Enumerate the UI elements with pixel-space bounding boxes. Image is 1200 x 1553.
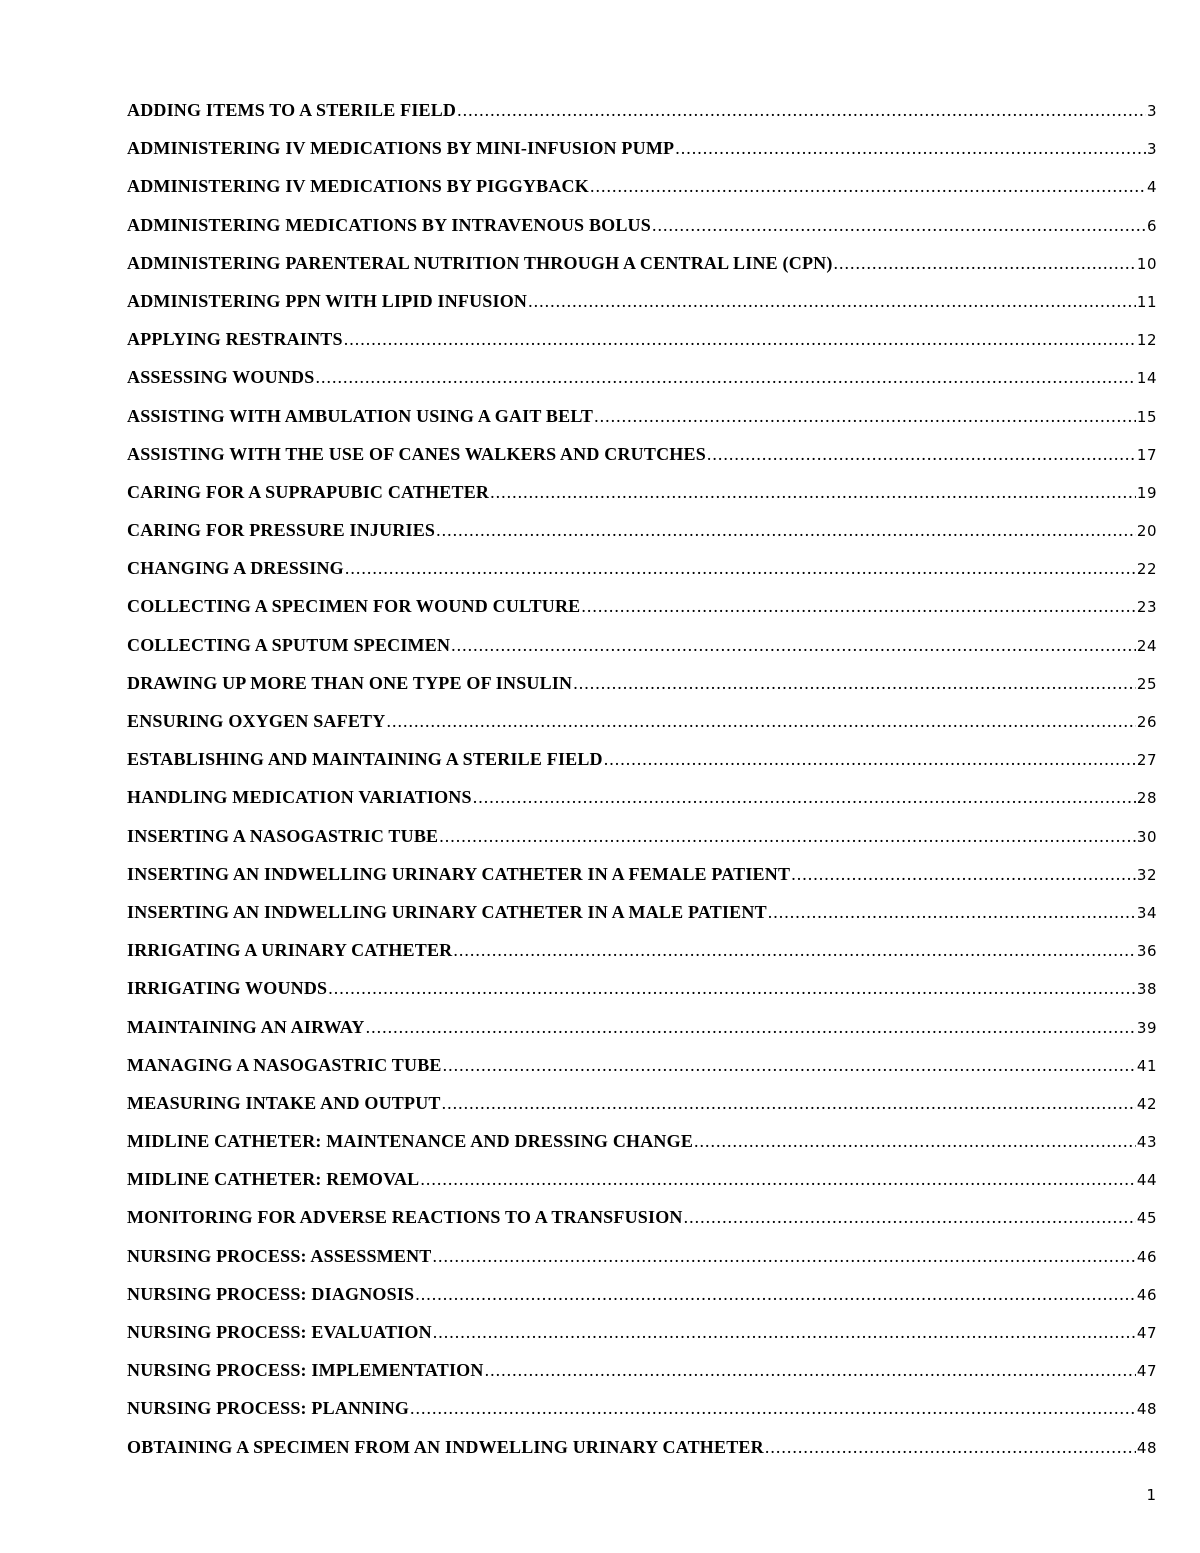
toc-entry[interactable] (127, 482, 1157, 520)
toc-dot-leader (490, 482, 1136, 503)
toc-entry-title[interactable]: CARING FOR A SUPRAPUBIC CATHETER (127, 481, 490, 502)
toc-entry-title[interactable]: ADMINISTERING PPN WITH LIPID INFUSION (127, 290, 528, 311)
toc-entry[interactable] (127, 1131, 1157, 1169)
page-number: 1 (1146, 1486, 1156, 1504)
toc-entry-title[interactable]: MAINTAINING AN AIRWAY (127, 1016, 365, 1037)
toc-entry-title[interactable]: INSERTING AN INDWELLING URINARY CATHETER IN A FEMALE PATIENT (127, 863, 791, 884)
toc-entry-title[interactable]: NURSING PROCESS: PLANNING (127, 1398, 410, 1419)
toc-entry-title[interactable]: NURSING PROCESS: IMPLEMENTATION (127, 1360, 484, 1381)
toc-dot-leader (694, 1131, 1136, 1152)
toc-entry-page-number[interactable]: 3 (1146, 140, 1157, 159)
toc-entry-title[interactable]: MONITORING FOR ADVERSE REACTIONS TO A TRANSFUSION (127, 1207, 683, 1228)
toc-dot-leader (684, 1207, 1136, 1228)
toc-dot-leader (415, 1284, 1136, 1305)
toc-entry-title[interactable]: COLLECTING A SPUTUM SPECIMEN (127, 634, 451, 655)
toc-entry-page-number[interactable]: 47 (1136, 1362, 1157, 1381)
toc-entry[interactable] (127, 367, 1157, 405)
toc-entry-title[interactable]: OBTAINING A SPECIMEN FROM AN INDWELLING URINARY CATHETER (127, 1436, 764, 1457)
toc-entry-title[interactable]: IRRIGATING WOUNDS (127, 978, 328, 999)
toc-entry-page-number[interactable]: 41 (1136, 1056, 1157, 1075)
toc-dot-leader (594, 406, 1136, 427)
toc-entry-page-number[interactable]: 14 (1136, 369, 1157, 388)
toc-entry-title[interactable]: CARING FOR PRESSURE INJURIES (127, 520, 436, 541)
toc-dot-leader (485, 1360, 1136, 1381)
toc-entry[interactable] (127, 329, 1157, 367)
toc-entry-title[interactable]: ADDING ITEMS TO A STERILE FIELD (127, 100, 457, 120)
toc-entry[interactable] (127, 444, 1157, 482)
table-of-contents (127, 100, 1157, 1475)
toc-entry-title[interactable]: ASSISTING WITH THE USE OF CANES WALKERS AND CRUTCHES (127, 443, 706, 464)
toc-dot-leader (791, 864, 1136, 885)
toc-entry-page-number[interactable]: 48 (1136, 1438, 1157, 1457)
toc-dot-leader (457, 100, 1146, 121)
toc-entry-page-number[interactable]: 30 (1136, 827, 1157, 846)
toc-dot-leader (707, 444, 1136, 465)
toc-entry[interactable] (127, 406, 1157, 444)
toc-dot-leader (443, 1055, 1136, 1076)
toc-entry-page-number[interactable]: 47 (1136, 1324, 1157, 1342)
toc-entry[interactable] (127, 100, 1157, 138)
toc-entry[interactable] (127, 1284, 1157, 1322)
toc-entry[interactable] (127, 635, 1157, 673)
toc-entry-title[interactable]: IRRIGATING A URINARY CATHETER (127, 940, 453, 961)
toc-entry-page-number[interactable]: 42 (1136, 1094, 1157, 1113)
toc-dot-leader (328, 978, 1136, 999)
toc-entry-title[interactable]: MIDLINE CATHETER: MAINTENANCE AND DRESSING CHANGE (127, 1131, 694, 1152)
toc-dot-leader (453, 940, 1136, 961)
toc-dot-leader (590, 176, 1146, 197)
toc-entry-page-number[interactable]: 3 (1146, 102, 1157, 120)
toc-entry[interactable] (127, 711, 1157, 749)
toc-entry-title[interactable]: ASSESSING WOUNDS (127, 367, 315, 388)
toc-entry[interactable] (127, 902, 1157, 940)
toc-entry-page-number[interactable]: 38 (1136, 980, 1157, 999)
toc-entry[interactable] (127, 1437, 1157, 1475)
toc-entry-title[interactable]: NURSING PROCESS: DIAGNOSIS (127, 1283, 415, 1304)
toc-entry-page-number[interactable]: 10 (1136, 254, 1157, 273)
toc-entry[interactable] (127, 253, 1157, 291)
toc-entry-page-number[interactable]: 27 (1136, 751, 1157, 770)
toc-entry[interactable] (127, 1055, 1157, 1093)
toc-dot-leader (581, 596, 1136, 617)
toc-entry-title[interactable]: MANAGING A NASOGASTRIC TUBE (127, 1054, 442, 1075)
toc-dot-leader (652, 215, 1146, 236)
toc-entry[interactable] (127, 1017, 1157, 1055)
toc-entry[interactable] (127, 291, 1157, 329)
toc-entry-page-number[interactable]: 26 (1136, 713, 1157, 731)
toc-entry[interactable] (127, 826, 1157, 864)
toc-entry-page-number[interactable]: 4 (1146, 178, 1157, 197)
toc-entry-page-number[interactable]: 22 (1136, 560, 1157, 579)
toc-entry-title[interactable]: COLLECTING A SPECIMEN FOR WOUND CULTURE (127, 596, 581, 617)
toc-dot-leader (439, 826, 1136, 847)
toc-entry-page-number[interactable]: 28 (1136, 789, 1157, 808)
toc-entry-title[interactable]: ADMINISTERING IV MEDICATIONS BY MINI-INFUSION PUMP (127, 138, 675, 159)
toc-entry-title[interactable]: CHANGING A DRESSING (127, 558, 344, 579)
toc-entry[interactable] (127, 673, 1157, 711)
toc-entry-title[interactable]: NURSING PROCESS: EVALUATION (127, 1322, 432, 1342)
toc-entry[interactable] (127, 1398, 1157, 1436)
toc-entry-title[interactable]: MEASURING INTAKE AND OUTPUT (127, 1092, 441, 1113)
toc-dot-leader (433, 1322, 1136, 1343)
toc-entry-page-number[interactable]: 25 (1136, 674, 1157, 693)
toc-entry[interactable] (127, 1207, 1157, 1245)
toc-dot-leader (345, 558, 1136, 579)
toc-entry-page-number[interactable]: 11 (1136, 292, 1157, 311)
toc-dot-leader (442, 1093, 1136, 1114)
toc-entry[interactable] (127, 215, 1157, 253)
toc-entry-title[interactable]: ESTABLISHING AND MAINTAINING A STERILE FIELD (127, 749, 603, 770)
toc-entry-title[interactable]: ADMINISTERING IV MEDICATIONS BY PIGGYBACK (127, 176, 589, 197)
toc-entry[interactable] (127, 940, 1157, 978)
toc-dot-leader (432, 1246, 1135, 1267)
toc-entry[interactable] (127, 138, 1157, 176)
toc-entry[interactable] (127, 520, 1157, 558)
toc-entry[interactable] (127, 1246, 1157, 1284)
toc-dot-leader (834, 253, 1136, 274)
toc-entry-page-number[interactable]: 15 (1136, 407, 1157, 426)
toc-entry-title[interactable]: INSERTING AN INDWELLING URINARY CATHETER IN A MALE PATIENT (127, 901, 767, 922)
toc-entry-page-number[interactable]: 45 (1136, 1209, 1157, 1228)
toc-entry[interactable] (127, 1322, 1157, 1360)
toc-entry[interactable] (127, 558, 1157, 596)
toc-entry-title[interactable]: APPLYING RESTRAINTS (127, 329, 343, 350)
toc-dot-leader (410, 1398, 1136, 1419)
toc-entry-title[interactable]: ADMINISTERING PARENTERAL NUTRITION THROUGH A CENTRAL LINE (CPN) (127, 252, 833, 273)
toc-entry-page-number[interactable]: 36 (1136, 942, 1157, 961)
toc-dot-leader (386, 711, 1135, 732)
toc-entry-page-number[interactable]: 12 (1136, 331, 1157, 350)
toc-entry-page-number[interactable]: 23 (1136, 598, 1157, 617)
toc-entry-title[interactable]: HANDLING MEDICATION VARIATIONS (127, 787, 472, 808)
toc-entry-page-number[interactable]: 19 (1136, 483, 1157, 502)
toc-entry-page-number[interactable]: 34 (1136, 903, 1157, 922)
toc-entry-page-number[interactable]: 46 (1136, 1247, 1157, 1266)
toc-dot-leader (473, 787, 1136, 808)
toc-dot-leader (451, 635, 1136, 656)
toc-entry-page-number[interactable]: 44 (1136, 1171, 1157, 1190)
toc-entry-page-number[interactable]: 48 (1136, 1400, 1157, 1419)
toc-dot-leader (573, 673, 1136, 694)
toc-entry-page-number[interactable]: 6 (1146, 216, 1157, 235)
toc-entry-title[interactable]: INSERTING A NASOGASTRIC TUBE (127, 825, 439, 846)
toc-entry-title[interactable]: ASSISTING WITH AMBULATION USING A GAIT BELT (127, 405, 594, 426)
toc-entry-page-number[interactable]: 46 (1136, 1285, 1157, 1304)
toc-dot-leader (768, 902, 1136, 923)
toc-entry[interactable] (127, 596, 1157, 634)
toc-entry[interactable] (127, 1093, 1157, 1131)
toc-entry-title[interactable]: DRAWING UP MORE THAN ONE TYPE OF INSULIN (127, 672, 573, 693)
toc-entry-title[interactable]: ENSURING OXYGEN SAFETY (127, 711, 386, 731)
toc-entry[interactable] (127, 864, 1157, 902)
toc-entry[interactable] (127, 978, 1157, 1016)
toc-entry-page-number[interactable]: 20 (1136, 522, 1157, 541)
toc-entry-title[interactable]: ADMINISTERING MEDICATIONS BY INTRAVENOUS BOLUS (127, 214, 651, 235)
toc-entry-page-number[interactable]: 32 (1136, 865, 1157, 884)
toc-dot-leader (366, 1017, 1136, 1038)
toc-dot-leader (604, 749, 1136, 770)
toc-entry[interactable] (127, 176, 1157, 214)
toc-entry[interactable] (127, 1169, 1157, 1207)
toc-entry-title[interactable]: MIDLINE CATHETER: REMOVAL (127, 1169, 420, 1190)
toc-dot-leader (675, 138, 1146, 159)
toc-dot-leader (528, 291, 1136, 312)
toc-entry[interactable] (127, 1360, 1157, 1398)
toc-dot-leader (420, 1169, 1136, 1190)
toc-entry-page-number[interactable]: 17 (1136, 445, 1157, 464)
toc-entry-title[interactable]: NURSING PROCESS: ASSESSMENT (127, 1245, 432, 1266)
toc-dot-leader (436, 520, 1136, 541)
toc-entry[interactable] (127, 749, 1157, 787)
toc-entry-page-number[interactable]: 24 (1136, 636, 1157, 655)
toc-entry[interactable] (127, 787, 1157, 825)
toc-dot-leader (344, 329, 1136, 350)
toc-dot-leader (315, 367, 1135, 388)
toc-entry-page-number[interactable]: 43 (1136, 1133, 1157, 1152)
toc-dot-leader (765, 1437, 1136, 1458)
toc-entry-page-number[interactable]: 39 (1136, 1018, 1157, 1037)
